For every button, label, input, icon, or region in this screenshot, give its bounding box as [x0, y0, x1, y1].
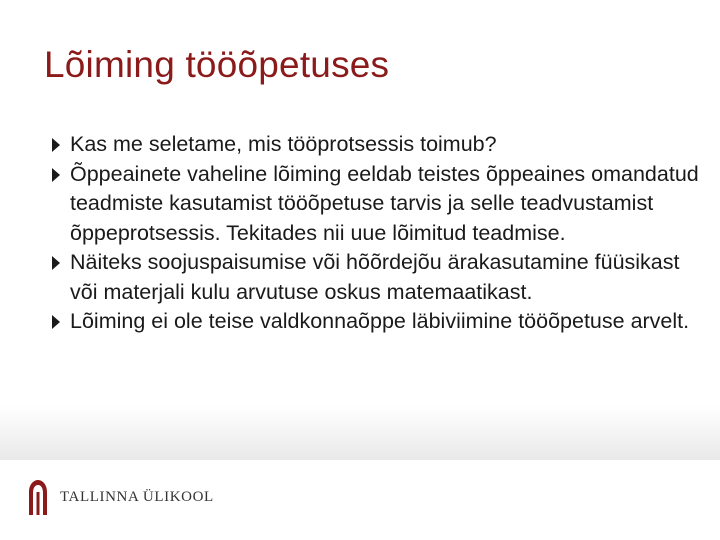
bullet-text: Kas me seletame, mis tööprotsessis toimub? — [70, 132, 497, 156]
bullet-item — [52, 248, 702, 307]
bullet-text: Õppeainete vaheline lõiming eeldab teistes õppeaines omandatud teadmiste kasutamist tööõpetuse tarvis ja selle teadvustamist õppeprotsessis. Tekitades nii uue lõimitud teadmise. — [70, 161, 699, 245]
bullet-item — [52, 160, 702, 249]
bullet-arrow-icon — [52, 256, 60, 270]
slide-title: Lõiming tööõpetuses — [44, 44, 390, 85]
bullet-text: Lõiming ei ole teise valdkonnaõppe läbiviimine tööõpetuse arvelt. — [70, 309, 690, 333]
bullet-list — [52, 130, 702, 337]
bullet-item — [52, 307, 702, 337]
bullet-item — [52, 130, 702, 160]
bullet-text: Näiteks soojuspaisumise või hõõrdejõu ärakasutamine füüsikast või materjali kulu arvutuse oskus matemaatikast. — [70, 250, 680, 304]
footer-gradient-band — [0, 405, 720, 460]
tallinn-university-logo-icon — [26, 478, 50, 516]
bullet-arrow-icon — [52, 138, 60, 152]
bullet-arrow-icon — [52, 315, 60, 329]
logo-text: TALLINNA ÜLIKOOL — [60, 489, 214, 505]
bullet-arrow-icon — [52, 168, 60, 182]
